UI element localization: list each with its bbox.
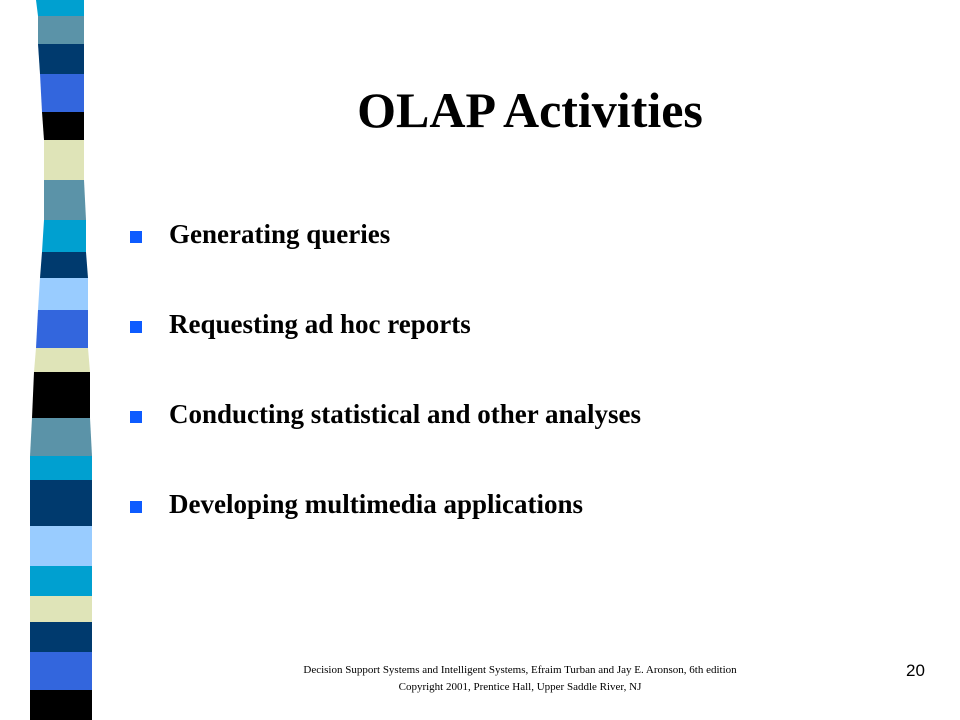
- page-number: 20: [906, 661, 925, 680]
- bullet-text: Generating queries: [169, 219, 391, 249]
- square-bullet-icon: [130, 321, 142, 333]
- bullet-list: [130, 212, 641, 572]
- bullet-text: Requesting ad hoc reports: [169, 309, 471, 339]
- bullet-item: [130, 302, 641, 347]
- bullet-text: Conducting statistical and other analyses: [169, 399, 642, 429]
- square-bullet-icon: [130, 231, 142, 243]
- footer-citation: Decision Support Systems and Intelligent Systems, Efraim Turban and Jay E. Aronson, 6th edition: [303, 664, 737, 676]
- square-bullet-icon: [130, 411, 142, 423]
- footer-copyright: Copyright 2001, Prentice Hall, Upper Saddle River, NJ: [398, 681, 642, 693]
- slide-title: OLAP Activities: [357, 82, 703, 138]
- square-bullet-icon: [130, 501, 142, 513]
- bullet-item: [130, 482, 641, 527]
- slide-footer: [230, 662, 810, 696]
- bullet-text: Developing multimedia applications: [169, 489, 584, 519]
- bullet-item: [130, 212, 641, 257]
- bullet-item: [130, 392, 641, 437]
